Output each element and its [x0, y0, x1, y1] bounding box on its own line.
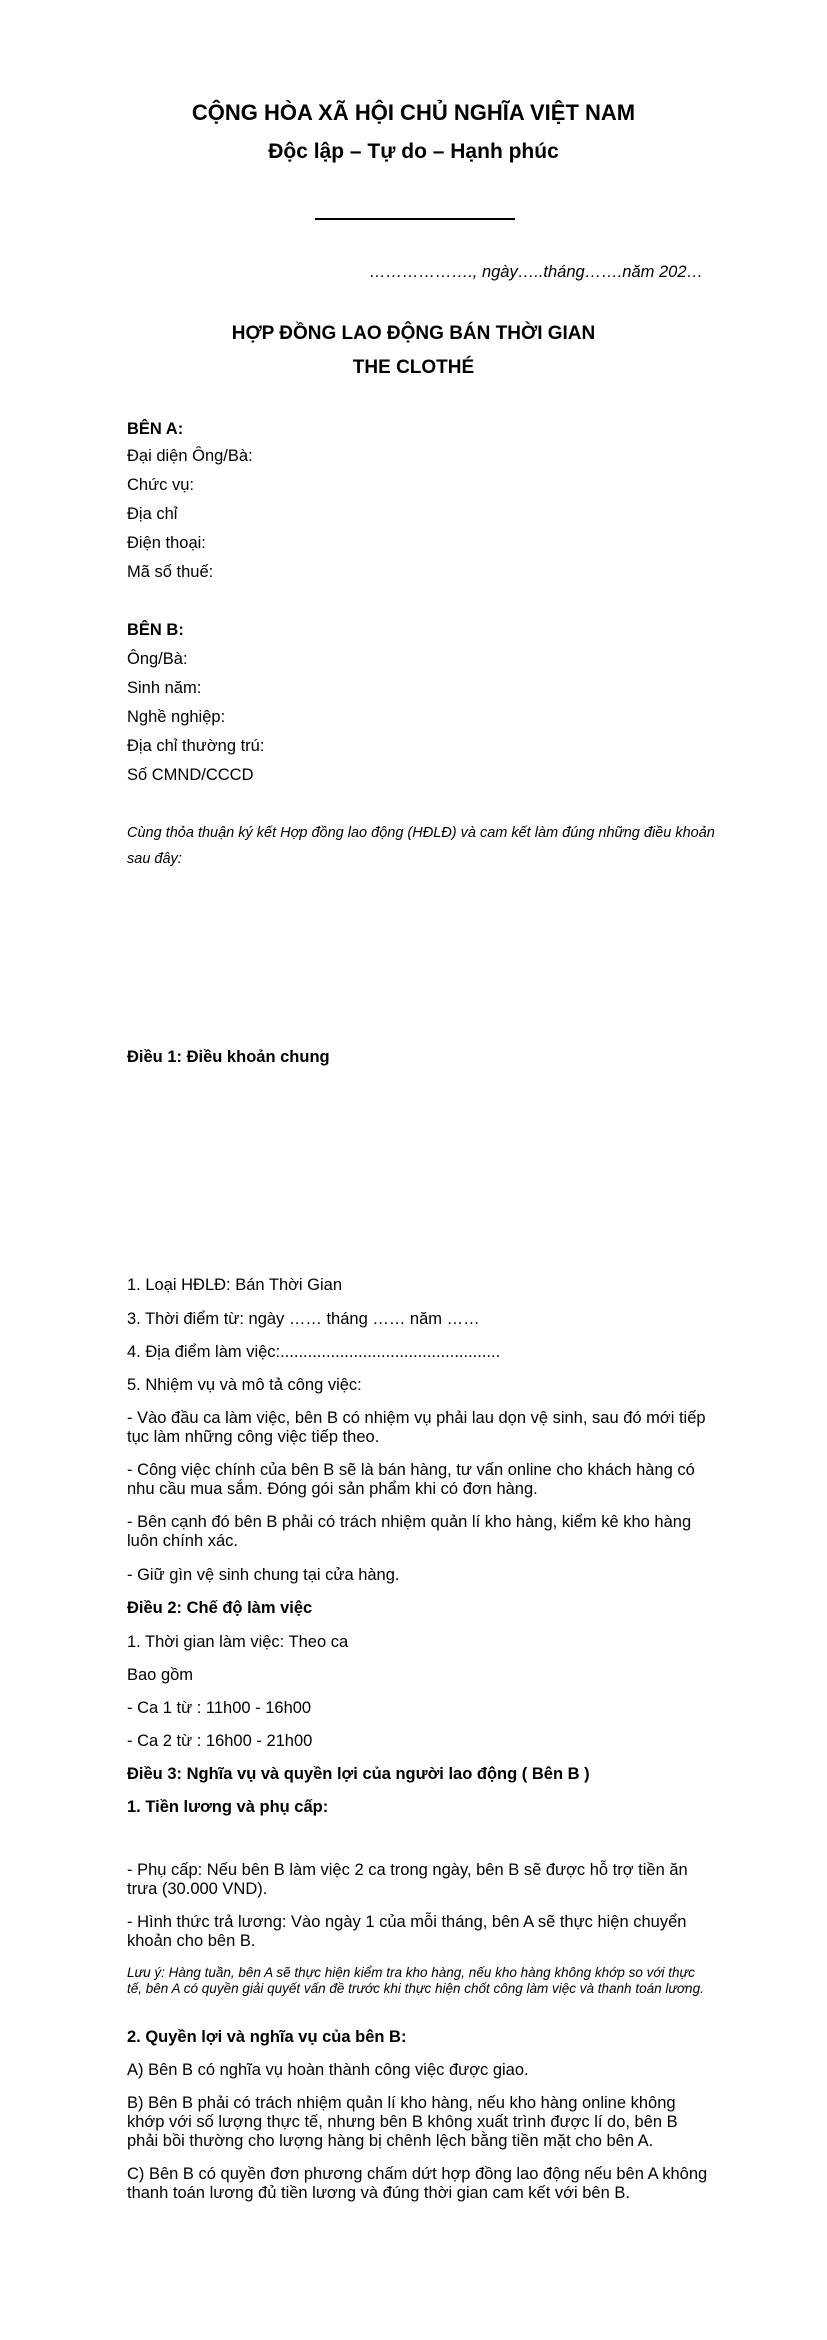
- party-a-phone: Điện thoại:: [127, 534, 206, 552]
- article-1-heading: Điều 1: Điều khoản chung: [127, 1048, 330, 1066]
- article-1-item: 4. Địa điểm làm việc:................................................: [127, 1343, 501, 1361]
- inventory-note: Lưu ý: Hàng tuần, bên A sẽ thực hiện kiểm tra kho hàng, nếu kho hàng không khớp so với thực tế, bên A có quyền giải quyết vấn đề trước khi thực hiện chốt công làm việc và thanh toán lương.: [127, 1965, 704, 1996]
- duty-item: - Giữ gìn vệ sinh chung tại cửa hàng.: [127, 1566, 400, 1584]
- rights-subheading: 2. Quyền lợi và nghĩa vụ của bên B:: [127, 2028, 407, 2046]
- article-1-item: 5. Nhiệm vụ và mô tả công việc:: [127, 1376, 362, 1394]
- shift-2: - Ca 2 từ : 16h00 - 21h00: [127, 1732, 313, 1750]
- party-a-representative: Đại diện Ông/Bà:: [127, 447, 253, 465]
- duty-item: - Công việc chính của bên B sẽ là bán hàng, tư vấn online cho khách hàng có nhu cầu mua sắm. Đóng gói sản phẩm khi có đơn hàng.: [127, 1461, 695, 1498]
- working-time: 1. Thời gian làm việc: Theo ca: [127, 1633, 349, 1651]
- duty-item: - Bên cạnh đó bên B phải có trách nhiệm quản lí kho hàng, kiểm kê kho hàng luôn chính xác.: [127, 1513, 692, 1550]
- header-divider: [315, 218, 515, 220]
- party-a-heading: BÊN A:: [127, 420, 184, 438]
- article-1-item: 1. Loại HĐLĐ: Bán Thời Gian: [127, 1276, 343, 1294]
- right-item: A) Bên B có nghĩa vụ hoàn thành công việc được giao.: [127, 2061, 529, 2079]
- party-b-name: Ông/Bà:: [127, 650, 188, 668]
- shift-1: - Ca 1 từ : 11h00 - 16h00: [127, 1699, 312, 1717]
- article-3-heading: Điều 3: Nghĩa vụ và quyền lợi của người lao động ( Bên B ): [127, 1765, 590, 1783]
- contract-title: HỢP ĐỒNG LAO ĐỘNG BÁN THỜI GIAN: [231, 323, 596, 344]
- salary-subheading: 1. Tiền lương và phụ cấp:: [127, 1798, 329, 1816]
- party-b-id-number: Số CMND/CCCD: [127, 766, 254, 784]
- motto-heading: Độc lập – Tự do – Hạnh phúc: [268, 140, 559, 163]
- duty-item: - Vào đầu ca làm việc, bên B có nhiệm vụ phải lau dọn vệ sinh, sau đó mới tiếp tục làm những công việc tiếp theo.: [127, 1409, 706, 1446]
- party-b-occupation: Nghề nghiệp:: [127, 708, 226, 726]
- right-item: B) Bên B phải có trách nhiệm quản lí kho hàng, nếu kho hàng online không khớp với số lượng thực tế, nhưng bên B không xuất trình được lí do, bên B phải bồi thường cho lượng hàng bị chênh lệch bằng tiền mặt cho bên A.: [127, 2094, 678, 2150]
- nation-heading: CỘNG HÒA XÃ HỘI CHỦ NGHĨA VIỆT NAM: [191, 100, 636, 125]
- party-a-address: Địa chỉ: [127, 505, 178, 523]
- date-line: ………………., ngày…..tháng…….năm 202…: [369, 263, 703, 281]
- article-1-item: 3. Thời điểm từ: ngày …… tháng …… năm ……: [127, 1310, 480, 1328]
- payment-text: - Hình thức trả lương: Vào ngày 1 của mỗi tháng, bên A sẽ thực hiện chuyển khoản cho bên B.: [127, 1913, 687, 1950]
- party-a-position: Chức vụ:: [127, 476, 194, 494]
- article-2-heading: Điều 2: Chế độ làm việc: [127, 1599, 313, 1617]
- party-b-address: Địa chỉ thường trú:: [127, 737, 265, 755]
- party-b-heading: BÊN B:: [127, 621, 184, 639]
- shift-intro: Bao gồm: [127, 1666, 194, 1684]
- party-b-birth-year: Sinh năm:: [127, 679, 202, 697]
- party-a-tax-code: Mã số thuế:: [127, 563, 214, 581]
- agreement-statement: Cùng thỏa thuận ký kết Hợp đồng lao động (HĐLĐ) và cam kết làm đúng những điều khoản sau đây:: [127, 825, 715, 867]
- right-item: C) Bên B có quyền đơn phương chấm dứt hợp đồng lao động nếu bên A không thanh toán lương đủ tiền lương và đúng thời gian cam kết với bên B.: [127, 2165, 708, 2202]
- allowance-text: - Phụ cấp: Nếu bên B làm việc 2 ca trong ngày, bên B sẽ được hỗ trợ tiền ăn trưa (30.000 VND).: [127, 1861, 688, 1898]
- company-name: THE CLOTHÉ: [352, 357, 475, 378]
